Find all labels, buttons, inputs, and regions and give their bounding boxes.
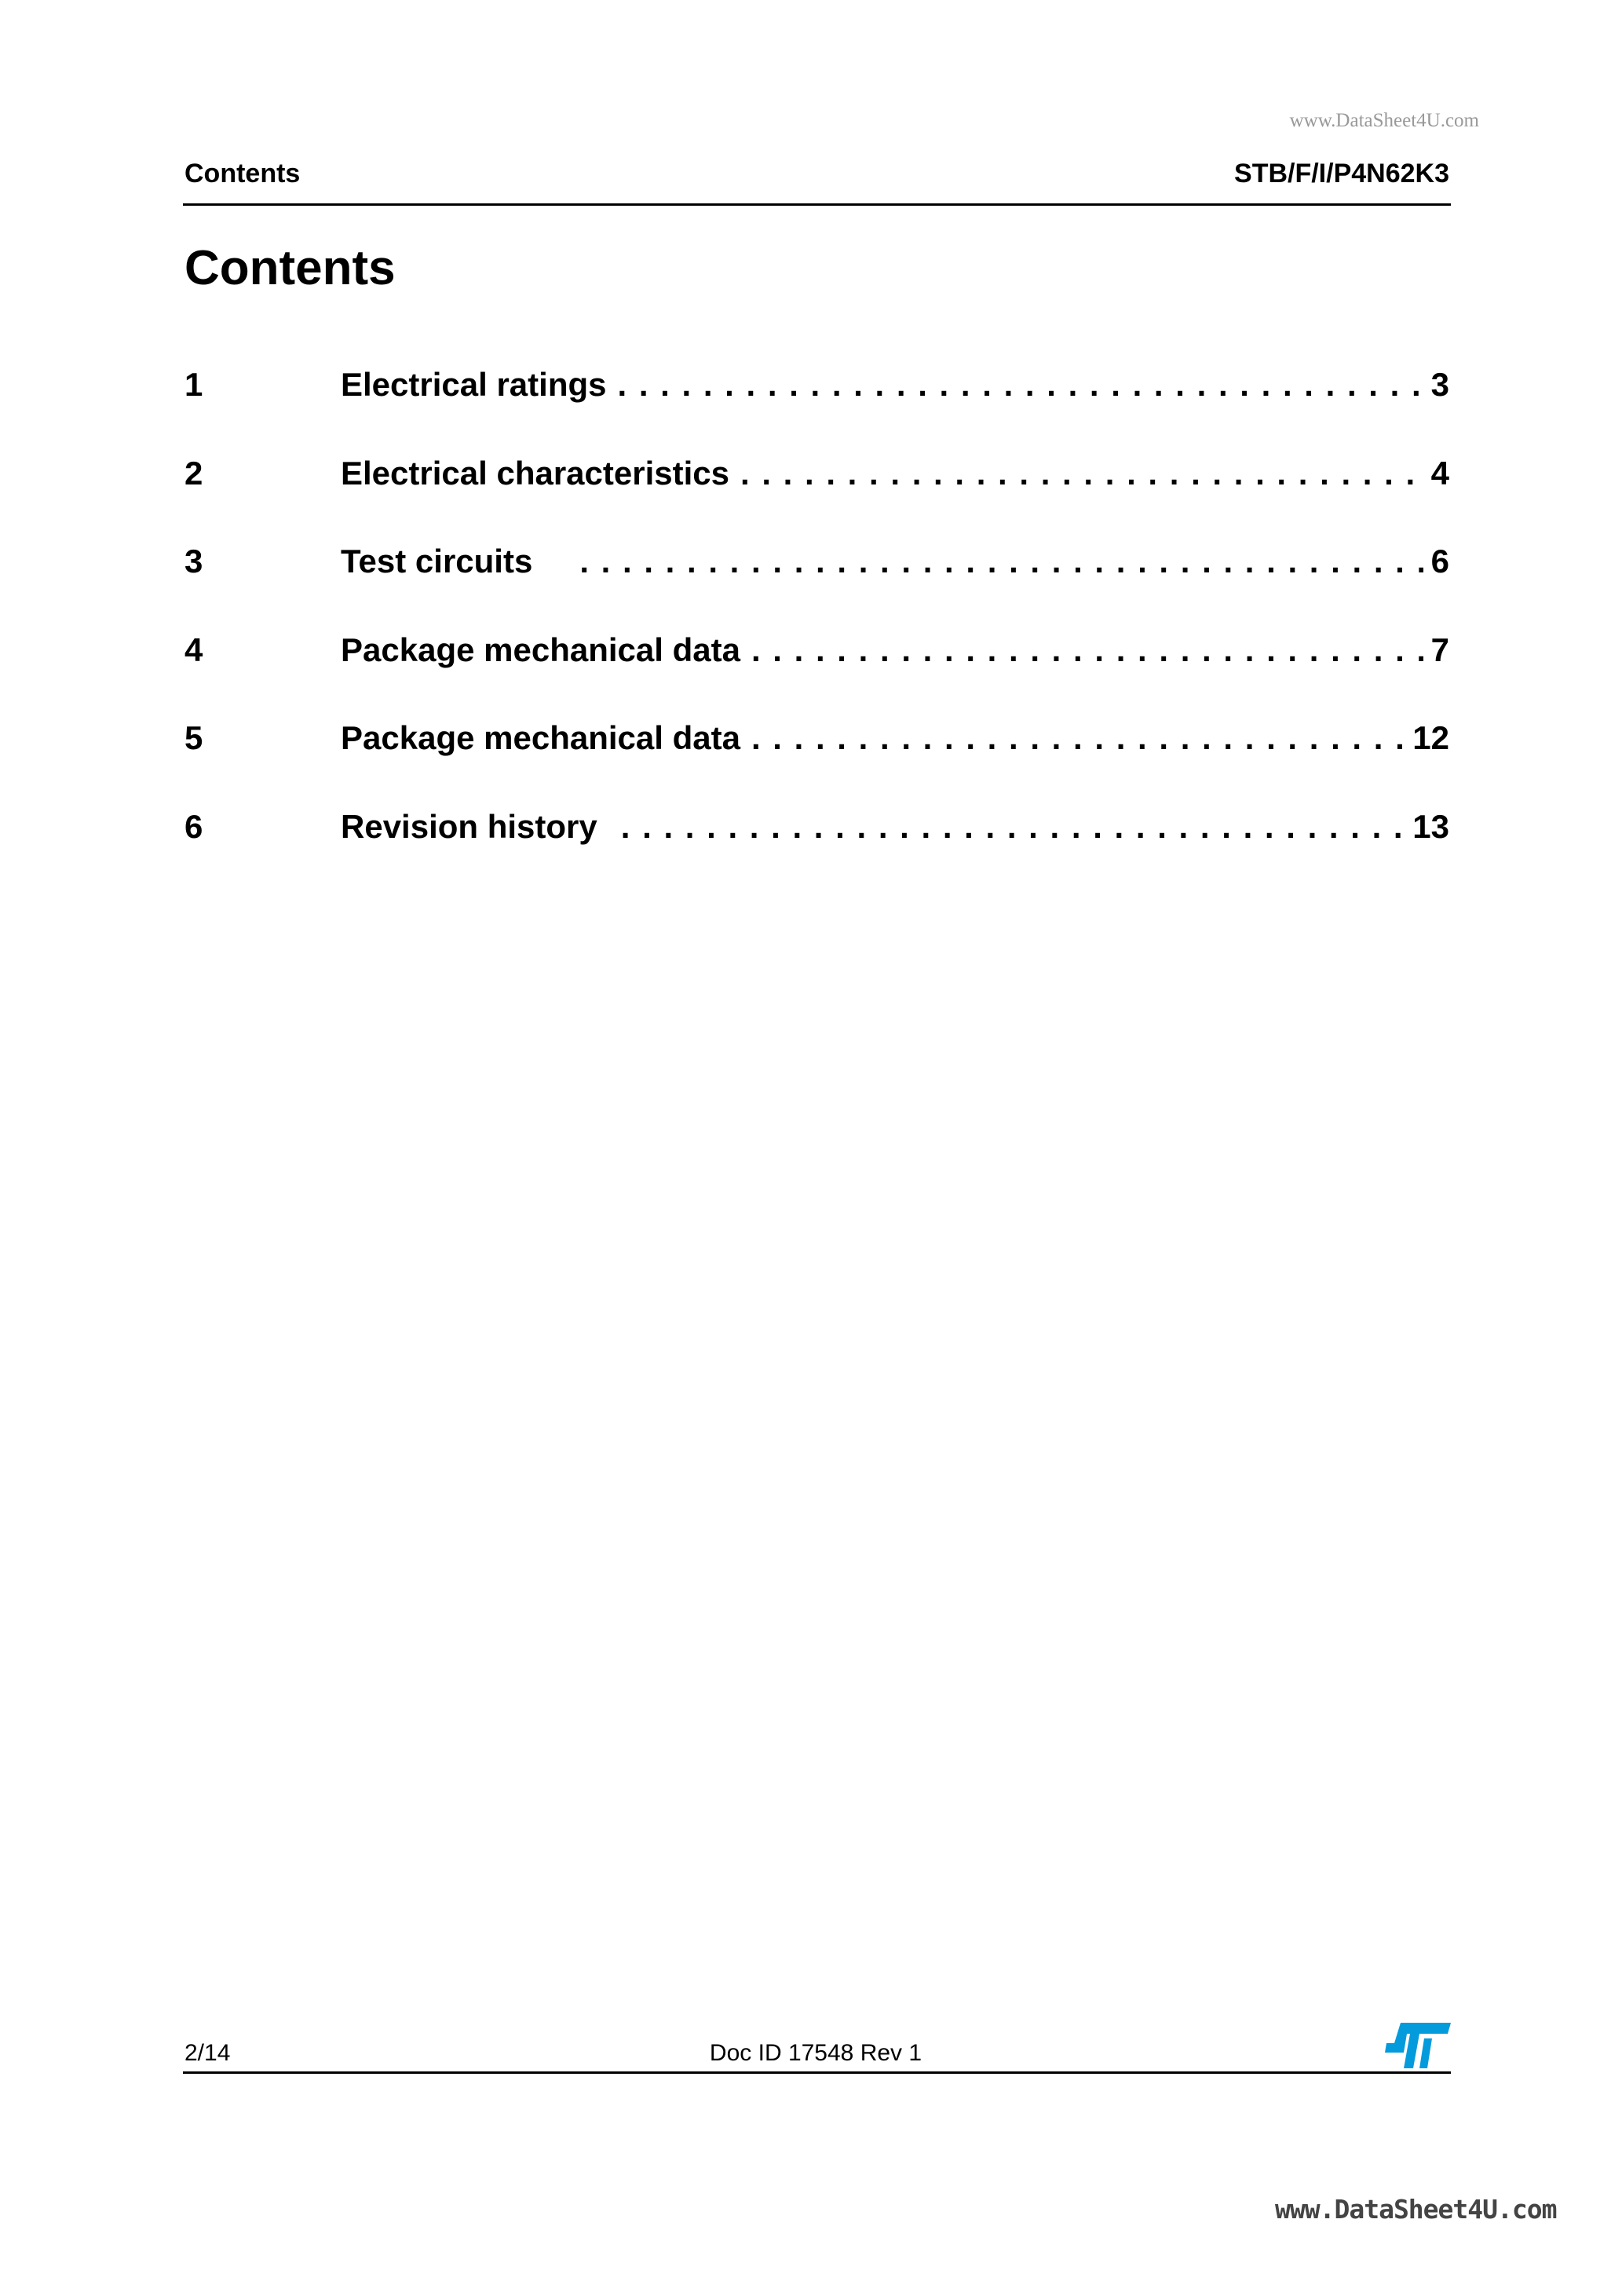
- header-section: Contents: [184, 159, 301, 188]
- toc-entry[interactable]: [184, 366, 1449, 455]
- toc-number: 3: [184, 543, 203, 579]
- toc-entry[interactable]: [184, 808, 1449, 897]
- toc-page[interactable]: 6: [1430, 543, 1449, 579]
- toc-entry[interactable]: [184, 455, 1449, 543]
- toc-leader: [579, 543, 1423, 580]
- toc-page[interactable]: 13: [1412, 807, 1449, 845]
- toc-number: 2: [184, 454, 203, 492]
- st-logo-icon: [1385, 2023, 1451, 2068]
- toc-leader: [617, 366, 1423, 404]
- toc-page[interactable]: 12: [1412, 719, 1449, 756]
- toc-label[interactable]: Package mechanical data: [341, 631, 740, 668]
- toc-label[interactable]: Package mechanical data: [341, 719, 740, 756]
- toc-leader: [740, 455, 1423, 492]
- toc-number: 1: [184, 366, 203, 403]
- toc-entry[interactable]: [184, 631, 1449, 720]
- toc-number: 6: [184, 807, 203, 845]
- header-part-number: STB/F/I/P4N62K3: [1234, 159, 1449, 188]
- footer-page-number: 2/14: [184, 2040, 231, 2066]
- toc-label[interactable]: Revision history: [341, 807, 597, 845]
- toc-leader: [621, 808, 1405, 846]
- toc-label[interactable]: Electrical characteristics: [341, 454, 729, 492]
- watermark-top: www.DataSheet4U.com: [1289, 110, 1479, 131]
- toc-number: 5: [184, 719, 203, 756]
- table-of-contents: [184, 366, 1449, 896]
- toc-page[interactable]: 7: [1430, 631, 1449, 668]
- footer-rule: [183, 2071, 1451, 2074]
- toc-entry[interactable]: [184, 543, 1449, 631]
- toc-leader: [751, 719, 1405, 757]
- footer-doc-id: Doc ID 17548 Rev 1: [709, 2040, 922, 2066]
- toc-label[interactable]: Test circuits: [341, 543, 533, 579]
- toc-leader: [751, 631, 1423, 669]
- toc-entry[interactable]: [184, 719, 1449, 808]
- watermark-bottom: www.DataSheet4U.com: [1275, 2194, 1557, 2225]
- toc-number: 4: [184, 631, 203, 668]
- header-rule: [183, 203, 1451, 206]
- toc-page[interactable]: 4: [1430, 454, 1449, 492]
- toc-page[interactable]: 3: [1430, 366, 1449, 403]
- toc-label[interactable]: Electrical ratings: [341, 366, 607, 403]
- page-title: Contents: [184, 241, 396, 295]
